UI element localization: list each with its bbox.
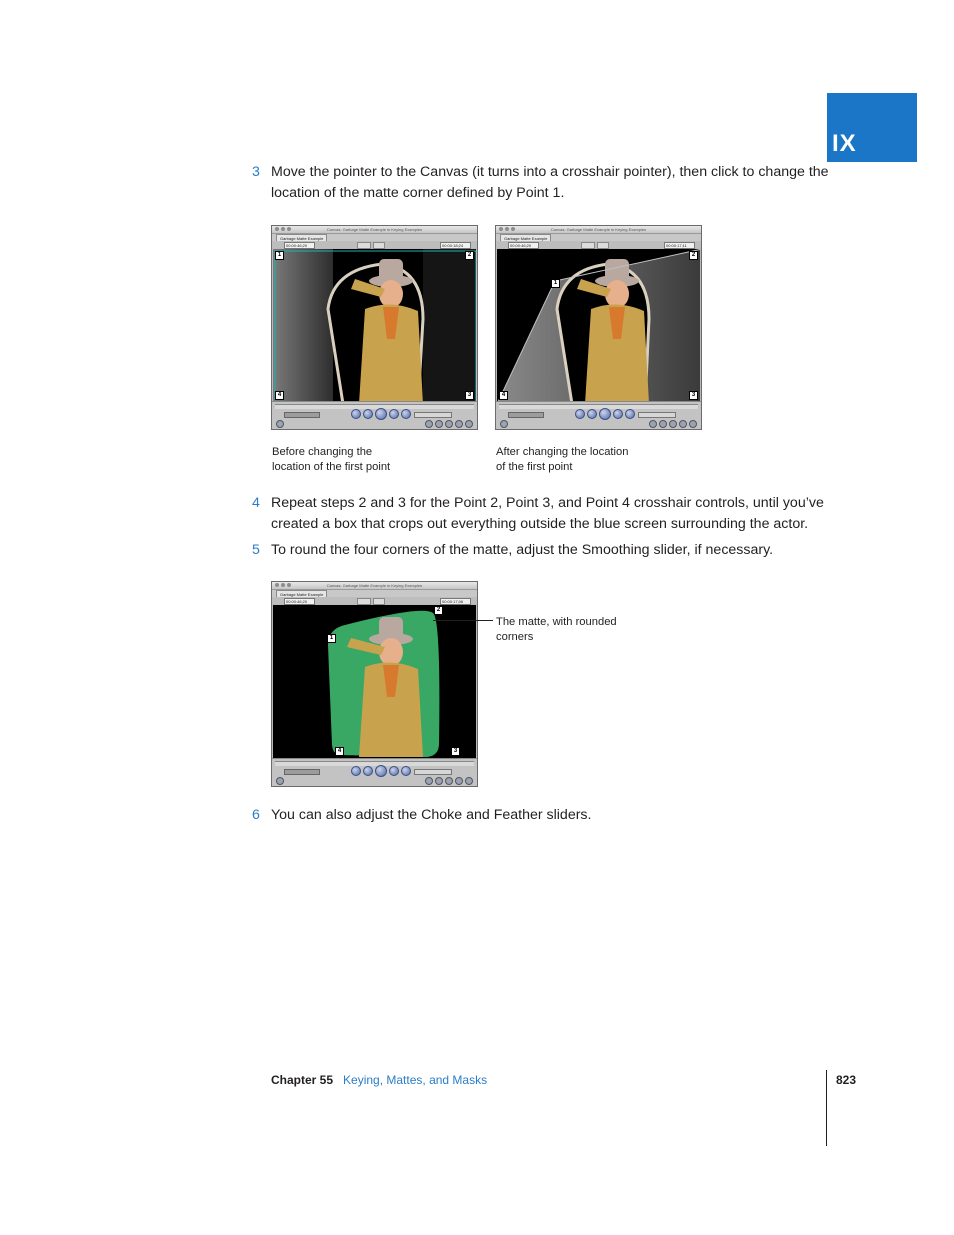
- callout-leader-line: [433, 620, 493, 621]
- mark-clip-button[interactable]: [689, 420, 697, 428]
- mark-in-button[interactable]: [649, 420, 657, 428]
- point-3-handle[interactable]: 3: [689, 391, 698, 400]
- add-keyframe-button[interactable]: [455, 420, 463, 428]
- chapter-label: Chapter 55: [271, 1073, 334, 1087]
- part-tab: [827, 93, 917, 162]
- timecode-current: 00:00:18;24: [440, 242, 471, 249]
- transport-controls: [272, 401, 477, 429]
- timecode-current: 00:00:17;06: [440, 598, 471, 605]
- point-4-handle[interactable]: 4: [335, 747, 344, 756]
- mark-out-button[interactable]: [435, 420, 443, 428]
- point-4-handle[interactable]: 4: [275, 391, 284, 400]
- footer-chapter: [271, 1073, 487, 1087]
- jog-control[interactable]: [284, 412, 320, 418]
- point-3-handle[interactable]: 3: [451, 747, 460, 756]
- mark-in-button[interactable]: [425, 777, 433, 785]
- point-2-handle[interactable]: 2: [689, 251, 698, 260]
- canvas-screenshot-before: [271, 225, 478, 430]
- step-4: [252, 493, 832, 535]
- canvas-tab: Garbage Matte Example: [500, 234, 551, 242]
- canvas-screenshot-after: [495, 225, 702, 430]
- add-marker-button[interactable]: [669, 420, 677, 428]
- point-2-handle[interactable]: 2: [434, 606, 443, 615]
- part-tab-label: IX: [832, 130, 857, 157]
- match-frame-button[interactable]: [500, 420, 508, 428]
- step-number: 5: [252, 542, 260, 558]
- mark-in-button[interactable]: [425, 420, 433, 428]
- point-1-handle[interactable]: 1: [275, 251, 284, 260]
- canvas-screenshot-rounded: [271, 581, 478, 787]
- timecode-current: 00:00:17;11: [664, 242, 695, 249]
- canvas-video-frame: [497, 249, 700, 402]
- chapter-title: Keying, Mattes, and Masks: [343, 1073, 488, 1087]
- canvas-tab: Garbage Matte Example: [276, 234, 327, 242]
- play-around-button[interactable]: [389, 409, 399, 419]
- caption-rounded: The matte, with rounded corners: [496, 616, 617, 643]
- step-5: [252, 540, 832, 561]
- window-titlebar: [272, 582, 477, 590]
- add-keyframe-button[interactable]: [455, 777, 463, 785]
- next-edit-button[interactable]: [401, 766, 411, 776]
- step-3: [252, 162, 832, 204]
- next-edit-button[interactable]: [625, 409, 635, 419]
- point-2-handle[interactable]: 2: [465, 251, 474, 260]
- window-title: Canvas: Garbage Matte Example in Keying Examples: [326, 227, 423, 232]
- jog-control[interactable]: [284, 769, 320, 775]
- step-text: Repeat steps 2 and 3 for the Point 2, Point 3, and Point 4 crosshair controls, until you’ve created a box that crops out everything outside the blue screen surrounding the actor.: [271, 495, 824, 532]
- step-text: You can also adjust the Choke and Feather sliders.: [271, 807, 592, 823]
- timecode-duration: 00:00:46;20: [508, 242, 539, 249]
- shuttle-control[interactable]: [638, 412, 676, 418]
- window-title: Canvas: Garbage Matte Example in Keying Examples: [326, 583, 423, 588]
- step-6: [252, 805, 832, 826]
- shuttle-control[interactable]: [414, 769, 452, 775]
- mark-out-button[interactable]: [435, 777, 443, 785]
- prev-edit-button[interactable]: [575, 409, 585, 419]
- transport-controls: [496, 401, 701, 429]
- step-text: To round the four corners of the matte, adjust the Smoothing slider, if necessary.: [271, 542, 774, 558]
- play-button[interactable]: [599, 408, 611, 420]
- window-titlebar: [496, 226, 701, 234]
- point-3-handle[interactable]: 3: [465, 391, 474, 400]
- timecode-duration: 00:00:46;20: [284, 242, 315, 249]
- window-title: Canvas: Garbage Matte Example in Keying Examples: [550, 227, 647, 232]
- mark-out-button[interactable]: [659, 420, 667, 428]
- actor-frame-image: [273, 249, 476, 402]
- canvas-tab: Garbage Matte Example: [276, 590, 327, 598]
- footer-divider: [826, 1070, 827, 1146]
- prev-edit-button[interactable]: [351, 409, 361, 419]
- step-number: 4: [252, 495, 260, 511]
- step-number: 3: [252, 164, 260, 180]
- step-number: 6: [252, 807, 260, 823]
- canvas-video-frame: [273, 249, 476, 402]
- add-marker-button[interactable]: [445, 777, 453, 785]
- timecode-duration: 00:00:46;20: [284, 598, 315, 605]
- mark-clip-button[interactable]: [465, 777, 473, 785]
- canvas-video-frame: [273, 605, 476, 759]
- next-edit-button[interactable]: [401, 409, 411, 419]
- actor-frame-image: [497, 249, 700, 402]
- add-keyframe-button[interactable]: [679, 420, 687, 428]
- play-button[interactable]: [375, 765, 387, 777]
- match-frame-button[interactable]: [276, 777, 284, 785]
- add-marker-button[interactable]: [445, 420, 453, 428]
- actor-matte-image: [273, 605, 476, 759]
- caption-after: After changing the location of the first point: [496, 446, 629, 473]
- point-1-handle[interactable]: 1: [327, 634, 336, 643]
- transport-controls: [272, 758, 477, 786]
- window-titlebar: [272, 226, 477, 234]
- match-frame-button[interactable]: [276, 420, 284, 428]
- prev-edit-button[interactable]: [351, 766, 361, 776]
- mark-clip-button[interactable]: [465, 420, 473, 428]
- play-in-out-button[interactable]: [587, 409, 597, 419]
- caption-before: Before changing the location of the first point: [272, 446, 391, 473]
- shuttle-control[interactable]: [414, 412, 452, 418]
- point-1-handle[interactable]: 1: [551, 279, 560, 288]
- play-in-out-button[interactable]: [363, 766, 373, 776]
- play-around-button[interactable]: [389, 766, 399, 776]
- point-4-handle[interactable]: 4: [499, 391, 508, 400]
- play-around-button[interactable]: [613, 409, 623, 419]
- play-in-out-button[interactable]: [363, 409, 373, 419]
- jog-control[interactable]: [508, 412, 544, 418]
- page-number: 823: [836, 1073, 857, 1087]
- play-button[interactable]: [375, 408, 387, 420]
- step-text: Move the pointer to the Canvas (it turns into a crosshair pointer), then click to change the location of the matte corner defined by Point 1.: [271, 164, 829, 201]
